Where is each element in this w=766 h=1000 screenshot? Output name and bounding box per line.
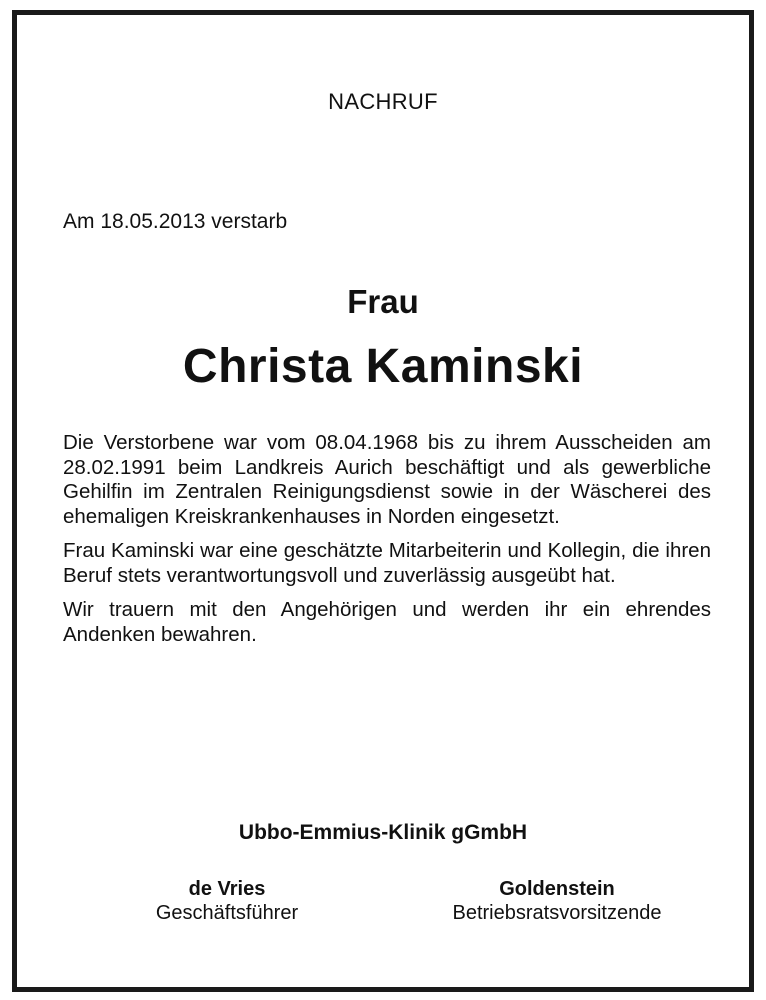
signatory-name: de Vries: [188, 878, 266, 900]
deceased-name: Christa Kaminski: [182, 340, 584, 393]
paragraph-condolence: Wir trauern mit den Angehörigen und werden ihr ein ehrendes Andenken bewahren.: [63, 598, 711, 646]
signatory-name: Goldenstein: [499, 878, 615, 900]
signatory-role: Geschäftsführer: [155, 902, 299, 924]
paragraph-appreciation: Frau Kaminski war eine geschätzte Mitarbeiterin und Kollegin, die ihren Beruf stets verantwortungsvoll und zuverlässig ausgeübt hat.: [63, 539, 711, 587]
organization-name: Ubbo-Emmius-Klinik gGmbH: [238, 821, 528, 844]
notice-heading: NACHRUF: [328, 89, 438, 114]
signatory-left: [87, 877, 367, 925]
signatory-role: Betriebsratsvorsitzende: [452, 902, 662, 924]
salutation: Frau: [347, 283, 419, 320]
signatory-right: [407, 877, 707, 925]
obituary-notice: [17, 15, 749, 987]
obituary-body: [63, 431, 711, 657]
paragraph-employment: Die Verstorbene war vom 08.04.1968 bis zu ihrem Ausscheiden am 28.02.1991 beim Landkreis Aurich beschäftigt und als gewerbliche Gehilfin im Zentralen Reinigungsdienst sowie in der Wäscherei des ehemaligen Kreiskrankenhauses in Norden eingesetzt.: [63, 431, 711, 528]
obituary-frame: [12, 10, 754, 992]
death-date-line: Am 18.05.2013 verstarb: [63, 210, 288, 233]
